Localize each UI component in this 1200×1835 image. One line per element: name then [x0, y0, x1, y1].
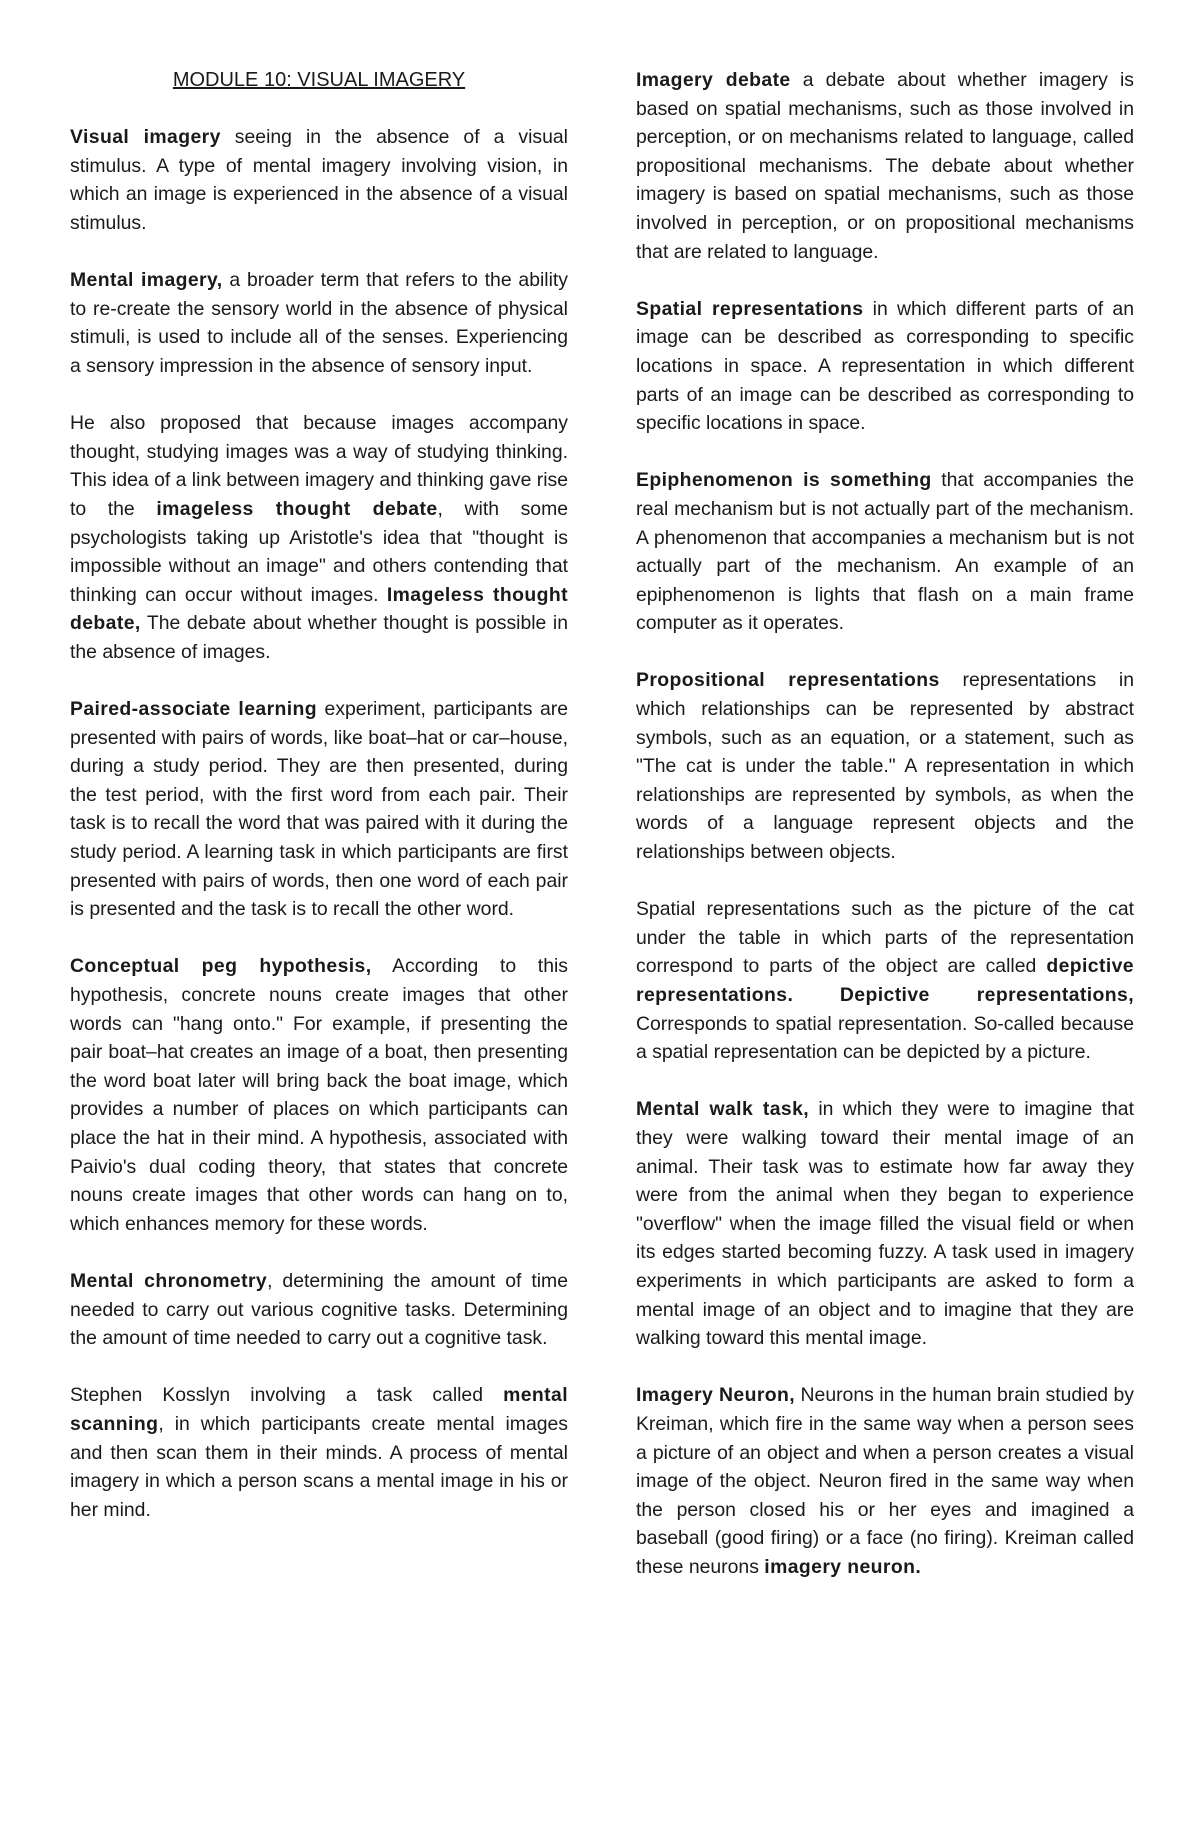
mental-chronometry-paragraph	[70, 1267, 568, 1353]
mental-imagery-definition: a broader term that refers to the ability to re-create the sensory world in the absence of physical stimuli, is used to include all of the senses. Experiencing a sensory impression in the absence of sensory input.	[70, 269, 568, 377]
depictive-representations-term-repeat: Depictive representations,	[839, 984, 1134, 1006]
spatial-representations-definition: in which different parts of an image can be described as corresponding to specific locations in space. A representation in which different parts of an image can be described as corresponding to specific locations in space.	[636, 297, 1134, 435]
mental-chronometry-term: Mental chronometry	[70, 1269, 268, 1292]
module-title: MODULE 10: VISUAL IMAGERY	[172, 69, 466, 91]
mental-scanning-paragraph	[70, 1381, 568, 1524]
propositional-representations-term: Propositional representations	[636, 669, 940, 692]
depictive-representations-definition: Corresponds to spatial representation. So-called because a spatial representation can be depicted by a picture.	[636, 1012, 1134, 1064]
right-column	[636, 66, 1134, 1610]
propositional-representations-definition: representations in which relationships can be represented by abstract symbols, such as an equation, or a statement, such as "The cat is under the table." A representation in which relationships are represented by symbols, as when the words of a language represent objects and the relationships between objects.	[636, 669, 1135, 864]
imagery-debate-definition: a debate about whether imagery is based on spatial mechanisms, such as those involved in perception, or on mechanisms related to language, called propositional mechanisms. The debate about whether imagery is based on spatial mechanisms, such as those involved in perception, or on propositional mechanisms that are related to language.	[636, 69, 1134, 263]
paired-associate-paragraph	[70, 695, 568, 924]
imageless-thought-intro: He also proposed that because images accompany thought, studying images was a way of studying thinking. This idea of a link between imagery and thinking gave rise to the	[70, 412, 568, 520]
spatial-representations-term: Spatial representations	[636, 297, 864, 320]
left-column	[70, 66, 568, 1553]
imagery-neuron-definition: Neurons in the human brain studied by Kreiman, which fire in the same way when a person sees a picture of an object and when a person creates a visual image of the object. Neuron fired in the same way when the person closed his or her eyes and imagined a baseball (good firing) or a face (no firing). Kreiman called these neurons	[636, 1384, 1134, 1578]
spatial-representations-paragraph	[636, 295, 1134, 438]
imageless-thought-term-repeat: Imageless thought debate,	[70, 583, 568, 635]
mental-scanning-intro: Stephen Kosslyn involving a task called	[70, 1384, 504, 1407]
depictive-representations-paragraph	[636, 895, 1134, 1067]
epiphenomenon-term: Epiphenomenon is something	[636, 469, 932, 492]
depictive-intro: Spatial representations such as the picture of the cat under the table in which parts of the representation correspond to parts of the object are called	[636, 898, 1134, 978]
conceptual-peg-paragraph	[70, 952, 568, 1238]
mental-walk-term: Mental walk task,	[636, 1098, 810, 1121]
mental-scanning-definition: , in which participants create mental images and then scan them in their minds. A process of mental imagery in which a person scans a mental image in his or her mind.	[70, 1412, 568, 1521]
imageless-thought-paragraph	[70, 409, 568, 666]
imagery-neuron-term-repeat: imagery neuron.	[764, 1555, 922, 1578]
mental-imagery-paragraph	[70, 266, 568, 380]
mental-imagery-term: Mental imagery,	[70, 269, 223, 292]
imageless-thought-term: imageless thought debate	[156, 497, 438, 520]
imagery-neuron-term: Imagery Neuron,	[636, 1384, 796, 1407]
visual-imagery-term: Visual imagery	[70, 126, 221, 149]
conceptual-peg-definition: According to this hypothesis, concrete nouns create images that other words can "hang onto." For example, if presenting the pair boat–hat creates an image of a boat, then presenting the word boat later will bring back the boat image, which provides a number of places on which participants can place the hat in their mind. A hypothesis, associated with Paivio's dual coding theory, that states that concrete nouns create images that other words can hang on to, which enhances memory for these words.	[70, 955, 568, 1235]
imageless-thought-middle: , with some psychologists taking up Aristotle's idea that "thought is impossible without an image" and others contending that thinking can occur without images.	[70, 497, 569, 606]
imageless-thought-definition: The debate about whether thought is possible in the absence of images.	[70, 612, 568, 663]
mental-walk-definition: in which they were to imagine that they were walking toward their mental image of an animal. Their task was to estimate how far away they were from the animal when they began to experience "overflow" when the image filled the visual field or when its edges started becoming fuzzy. A task used in imagery experiments in which participants are asked to form a mental image of an object and to imagine that they are walking toward this mental image.	[636, 1098, 1134, 1350]
imagery-neuron-paragraph	[636, 1381, 1134, 1581]
propositional-representations-paragraph	[636, 666, 1134, 866]
visual-imagery-paragraph	[70, 123, 568, 237]
imagery-debate-term: Imagery debate	[636, 69, 791, 91]
epiphenomenon-definition: that accompanies the real mechanism but is not actually part of the mechanism. A phenomenon that accompanies a mechanism but is not actually part of the mechanism. An example of an epiphenomenon is lights that flash on a main frame computer as it operates.	[636, 469, 1134, 635]
paired-associate-definition: experiment, participants are presented with pairs of words, like boat–hat or car–house, during a study period. They are then presented, during the test period, with the first word from each pair. Their task is to recall the word that was paired with it during the study period. A learning task in which participants are first presented with pairs of words, then one word of each pair is presented and the task is to recall the other word.	[70, 698, 568, 921]
mental-walk-paragraph	[636, 1095, 1134, 1352]
conceptual-peg-term: Conceptual peg hypothesis,	[70, 955, 372, 978]
mental-scanning-term: mental scanning	[70, 1384, 568, 1435]
imagery-debate-paragraph	[636, 66, 1134, 266]
epiphenomenon-paragraph	[636, 466, 1134, 638]
depictive-representations-term: depictive representations.	[636, 955, 1134, 1006]
visual-imagery-definition: seeing in the absence of a visual stimulus. A type of mental imagery involving vision, in which an image is experienced in the absence of a visual stimulus.	[70, 126, 568, 234]
depictive-separator	[793, 984, 840, 1006]
mental-chronometry-definition: , determining the amount of time needed to carry out various cognitive tasks. Determining the amount of time needed to carry out a cognitive task.	[70, 1269, 568, 1350]
paired-associate-term: Paired-associate learning	[70, 698, 318, 721]
